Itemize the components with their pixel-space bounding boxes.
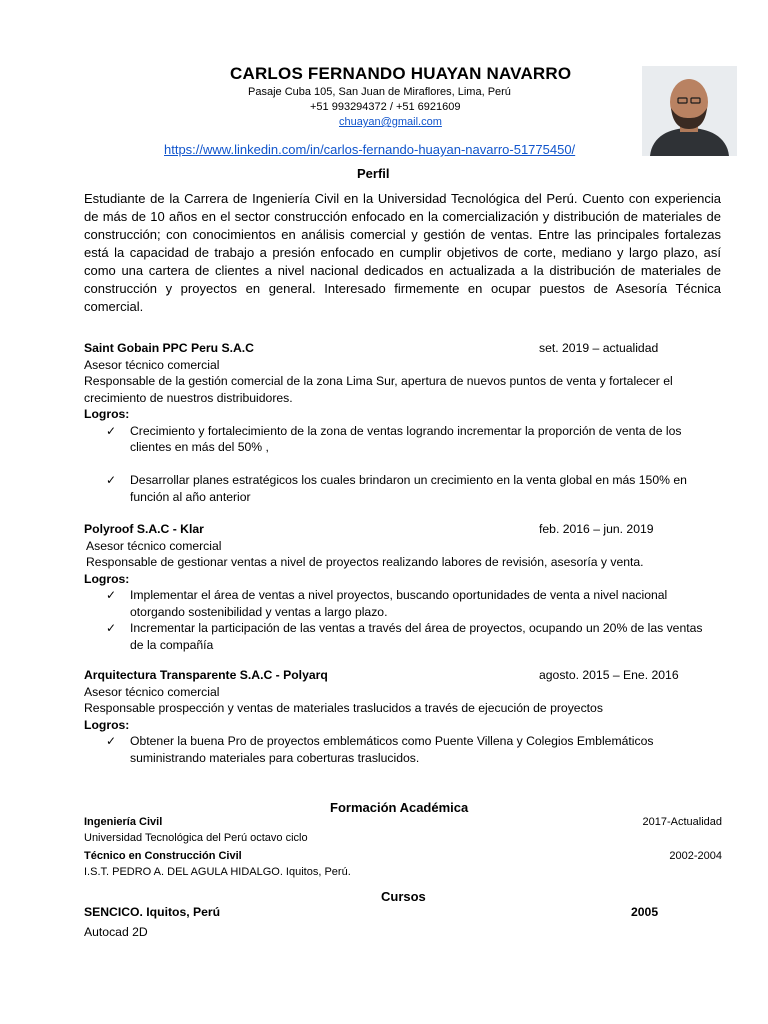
job-description: Responsable de gestionar ventas a nivel de proyectos realizando labores de revisión, asesoría y venta. bbox=[86, 555, 644, 569]
profile-heading: Perfil bbox=[357, 166, 390, 181]
job-dates: set. 2019 – actualidad bbox=[539, 341, 659, 355]
job-role: Asesor técnico comercial bbox=[84, 684, 220, 699]
achievement-item: ✓ Incrementar la participación de las ventas a través del área de proyectos, ocupando un 20% de las ventas de la compañía bbox=[106, 621, 703, 652]
check-mark-icon: ✓ bbox=[106, 621, 117, 635]
job-dates: feb. 2016 – jun. 2019 bbox=[539, 522, 654, 536]
profile-photo bbox=[642, 66, 737, 156]
check-mark-icon: ✓ bbox=[106, 588, 117, 602]
candidate-name: CARLOS FERNANDO HUAYAN NAVARRO bbox=[230, 64, 572, 83]
job-dates: agosto. 2015 – Ene. 2016 bbox=[539, 668, 679, 682]
job-entry bbox=[84, 340, 724, 505]
achievements-label: Logros: bbox=[84, 407, 130, 421]
achievement-item: ✓ Implementar el área de ventas a nivel proyectos, buscando oportunidades de venta a nivel nacional otorgando sostenibilidad y ventas a largo plazo. bbox=[106, 588, 668, 619]
company-name: Polyroof S.A.C - Klar bbox=[84, 522, 204, 536]
degree-title: Ingeniería Civil bbox=[84, 816, 163, 828]
job-role: Asesor técnico comercial bbox=[84, 357, 220, 372]
achievement-item: ✓ Obtener la buena Pro de proyectos emblemáticos como Puente Villena y Colegios Emblemáticos suministrando materiales para coberturas traslucidos. bbox=[106, 734, 654, 765]
achievements-label: Logros: bbox=[84, 717, 130, 732]
job-description: Responsable prospección y ventas de materiales traslucidos a través de ejecución de proyectos bbox=[84, 701, 603, 715]
achievement-item: ✓ Desarrollar planes estratégicos los cuales brindaron un crecimiento en la venta global en más 150% en función al año anterior bbox=[106, 473, 687, 504]
course-name: Autocad 2D bbox=[84, 925, 148, 939]
education-item bbox=[84, 815, 724, 846]
linkedin-link[interactable]: https://www.linkedin.com/in/carlos-fernando-huayan-navarro-51775450/ bbox=[164, 142, 576, 157]
check-mark-icon: ✓ bbox=[106, 473, 117, 487]
email-link[interactable]: chuayan@gmail.com bbox=[339, 116, 442, 128]
education-heading: Formación Académica bbox=[330, 800, 469, 815]
company-name: Saint Gobain PPC Peru S.A.C bbox=[84, 341, 254, 355]
course-name: SENCICO. Iquitos, Perú bbox=[84, 905, 221, 919]
check-mark-icon: ✓ bbox=[106, 423, 117, 438]
job-entry bbox=[84, 667, 724, 766]
education-item bbox=[84, 849, 724, 880]
education-years: 2017-Actualidad bbox=[642, 816, 722, 828]
phone-numbers: +51 993294372 / +51 6921609 bbox=[310, 101, 461, 113]
job-role: Asesor técnico comercial bbox=[86, 538, 222, 553]
job-description: Responsable de la gestión comercial de la zona Lima Sur, apertura de nuevos puntos de venta y fortalecer el crecimiento de nuestros distribuidores. bbox=[84, 374, 673, 405]
bullet-spacer bbox=[84, 456, 710, 473]
job-entry bbox=[84, 521, 724, 653]
course-item bbox=[84, 924, 664, 941]
check-mark-icon: ✓ bbox=[106, 734, 117, 748]
institution: I.S.T. PEDRO A. DEL AGULA HIDALGO. Iquitos, Perú. bbox=[84, 865, 351, 878]
company-name: Arquitectura Transparente S.A.C - Polyarq bbox=[84, 668, 328, 682]
achievement-item: ✓ Crecimiento y fortalecimiento de la zona de ventas logrando incrementar la proporción de venta de los clientes en más del 50% , bbox=[106, 423, 682, 454]
institution: Universidad Tecnológica del Perú octavo ciclo bbox=[84, 831, 308, 844]
profile-photo-image bbox=[642, 66, 737, 156]
courses-heading: Cursos bbox=[381, 889, 426, 904]
course-item bbox=[84, 904, 664, 921]
education-years: 2002-2004 bbox=[669, 850, 722, 862]
address: Pasaje Cuba 105, San Juan de Miraflores, Lima, Perú bbox=[248, 86, 511, 98]
achievements-label: Logros: bbox=[84, 571, 130, 586]
degree-title: Técnico en Construcción Civil bbox=[84, 850, 242, 862]
course-year: 2005 bbox=[631, 905, 659, 919]
profile-summary: Estudiante de la Carrera de Ingeniería Civil en la Universidad Tecnológica del Perú. Cuento con experiencia de más de 10 años en el sector construcción enfocado en la comercialización y distribución de materiales de construcción; con conocimientos en análisis comercial y gestión de ventas. Entre las principales fortalezas está la capacidad de trabajo a presión enfocado en cumplir objetivos de corte, mediano y largo plazo, así como una cartera de clientes a nivel nacional dedicados en actualizada a la distribución de materiales de construcción y proyectos en general. Interesado firmemente en ocupar puestos de Asesoría Técnica comercial. bbox=[84, 191, 721, 314]
